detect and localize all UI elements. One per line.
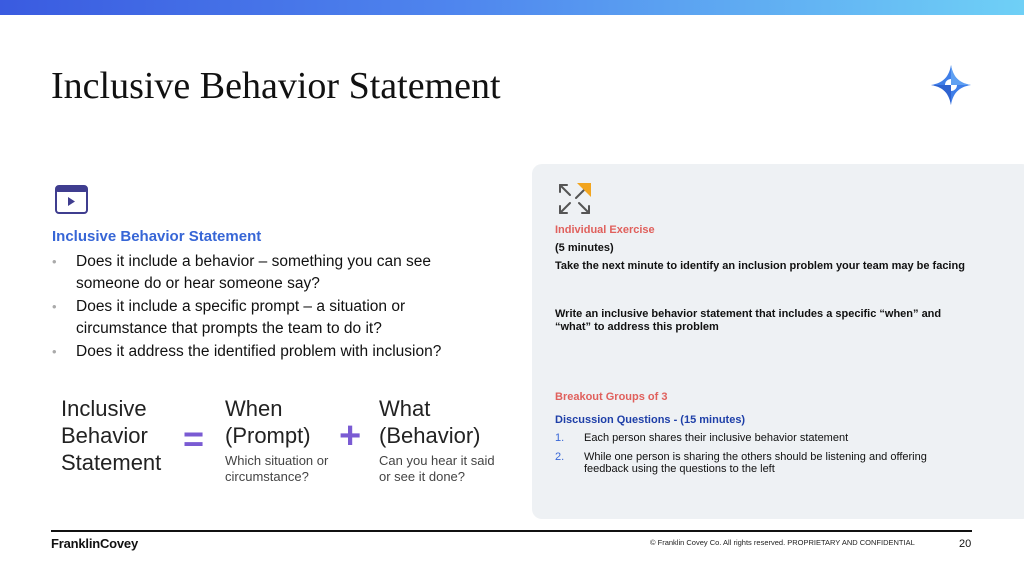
- page-number: 20: [959, 538, 972, 550]
- list-item: 2. While one person is sharing the others should be listening and offering feedback using the questions to the left: [555, 450, 927, 475]
- equals-sign: =: [183, 418, 205, 459]
- brand-logo: FranklinCovey: [51, 536, 138, 551]
- checklist: [52, 251, 472, 365]
- equation-term-statement: Inclusive Behavior Statement: [61, 396, 162, 475]
- bullet-dot-icon: •: [52, 254, 57, 269]
- copyright-notice: © Franklin Covey Co. All rights reserved. PROPRIETARY AND CONFIDENTIAL: [650, 538, 915, 547]
- slide-title: Inclusive Behavior Statement: [51, 65, 501, 107]
- video-icon: [55, 185, 88, 214]
- list-item: 1. Each person shares their inclusive behavior statement: [555, 432, 849, 444]
- equation-term-what: What (Behavior) Can you hear it said or see it done?: [379, 396, 495, 484]
- left-section-heading: Inclusive Behavior Statement: [52, 228, 262, 245]
- instruction-write: Write an inclusive behavior statement that includes a specific “when” and “what” to address this problem: [555, 308, 942, 333]
- list-item: • Does it address the identified problem with inclusion?: [52, 341, 472, 363]
- plus-sign: +: [339, 415, 362, 457]
- instruction-identify: Take the next minute to identify an inclusion problem your team may be facing: [555, 260, 965, 272]
- equation-term-when: When (Prompt) Which situation or circumstance?: [225, 396, 329, 484]
- discussion-questions-label: Discussion Questions - (15 minutes): [555, 414, 746, 426]
- breakout-groups-label: Breakout Groups of 3: [555, 391, 668, 403]
- compass-star-icon: [930, 64, 972, 106]
- top-gradient-bar: [0, 0, 1024, 15]
- discussion-steps: [555, 432, 965, 482]
- individual-exercise-label: Individual Exercise: [555, 224, 655, 236]
- list-item: • Does it include a specific prompt – a situation or circumstance that prompts the team to do it?: [52, 298, 406, 337]
- footer-divider: [51, 530, 972, 532]
- bullet-dot-icon: •: [52, 344, 57, 359]
- exercise-duration: (5 minutes): [555, 242, 614, 254]
- list-item: • Does it include a behavior – something you can see someone do or hear someone say?: [52, 253, 431, 292]
- bullet-dot-icon: •: [52, 299, 57, 314]
- expand-arrows-icon: [557, 182, 592, 216]
